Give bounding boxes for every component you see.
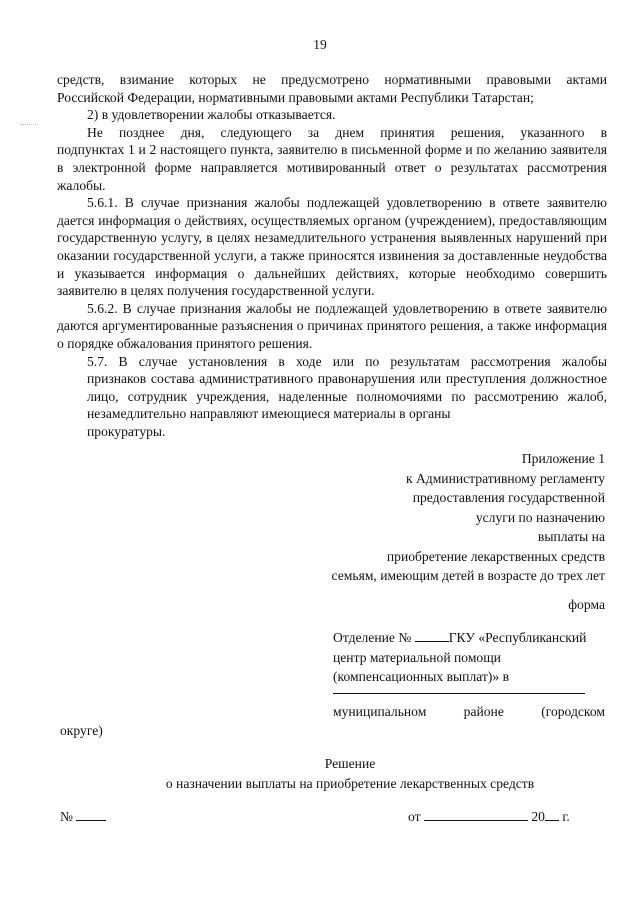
scan-artifact — [20, 124, 38, 125]
year-suffix: г. — [562, 809, 570, 824]
paragraph-5-6-2: 5.6.2. В случае признания жалобы не подлежащей удовлетворению в ответе заявителю даются аргументированные разъяснения о причинах принятого решения, а также информация о порядке обжалования принятого решения. — [57, 300, 607, 351]
paragraph-5-6-1: 5.6.1. В случае признания жалобы подлежащей удовлетворению в ответе заявителю дается информация о действиях, осуществляемых органом (учреждением), предоставляющим государственную услугу, в целях незамедлительного устранения выявленных нарушений при оказании государственной услуги, а также приносятся извинения за доставленные неудобства и указывается информация о дальнейших действиях, которые необходимо совершить заявителю в целях получения государственной услуги. — [57, 195, 607, 299]
year-field[interactable] — [545, 808, 559, 821]
appendix-line: предоставления государственной — [412, 490, 605, 505]
page-number: 19 — [313, 37, 327, 52]
paragraph-line: Не позднее дня, следующего за днем принятия решения, указанного в — [87, 124, 607, 140]
department-name-line: центр материальной помощи — [333, 649, 501, 665]
paragraph-line: 5.7. В случае установления в ходе или по результатам рассмотрения жалобы — [87, 353, 607, 369]
appendix-header — [332, 449, 605, 586]
municipal-word: (городском — [541, 704, 605, 719]
municipal-word: муниципальном — [333, 704, 427, 719]
appendix-line: приобретение лекарственных средств — [386, 548, 605, 564]
decision-number-field[interactable] — [76, 808, 106, 821]
department-name-line: (компенсационных выплат)» в — [333, 669, 509, 684]
municipal-line — [333, 703, 605, 721]
paragraph-refusal: 2) в удовлетворении жалобы отказывается. — [87, 107, 336, 123]
body-text — [57, 71, 607, 440]
decision-date-field[interactable] — [424, 808, 528, 821]
number-label: № — [60, 809, 73, 824]
paragraph-line: средств, взимание которых не предусмотрено нормативными правовыми актами — [57, 72, 607, 87]
year-prefix: 20 — [531, 809, 545, 824]
department-number-label: Отделение № — [333, 630, 412, 645]
date-from-label: от — [408, 809, 421, 824]
decision-number-line — [60, 808, 106, 826]
paragraph-5-7: признаков состава административного правонарушения или преступления должностное лицо, сотрудник учреждения, наделенные полномочиями по рассмотрению жалоб, незамедлительно направляют имеющиеся материалы в органы — [87, 371, 607, 422]
form-label: форма — [568, 597, 605, 612]
decision-title: Решение — [324, 756, 376, 771]
paragraph-line: Российской Федерации, нормативными правовыми актами Республики Татарстан; — [57, 89, 534, 105]
decision-subtitle: о назначении выплаты на приобретение лекарственных средств — [165, 776, 535, 791]
department-block — [333, 628, 605, 687]
department-line — [333, 628, 605, 648]
okrug-text: округе) — [60, 723, 103, 738]
paragraph-line: прокуратуры. — [87, 423, 166, 439]
department-name: ГКУ «Республиканский — [448, 630, 587, 645]
appendix-line: семьям, имеющим детей в возрасте до трех лет — [331, 568, 605, 583]
appendix-line: выплаты на — [537, 529, 605, 544]
department-number-field[interactable] — [415, 629, 449, 642]
municipal-word: районе — [463, 704, 504, 719]
appendix-line: к Административному регламенту — [405, 470, 605, 486]
district-field[interactable] — [333, 693, 585, 694]
appendix-line: услуги по назначению — [475, 509, 605, 525]
decision-date-line — [408, 808, 570, 826]
paragraph-response: подпунктах 1 и 2 настоящего пункта, заявителю в письменной форме и по желанию заявителя в электронной форме направляется мотивированный ответ о результатах рассмотрения жалобы. — [57, 142, 607, 193]
appendix-title: Приложение 1 — [521, 451, 605, 466]
